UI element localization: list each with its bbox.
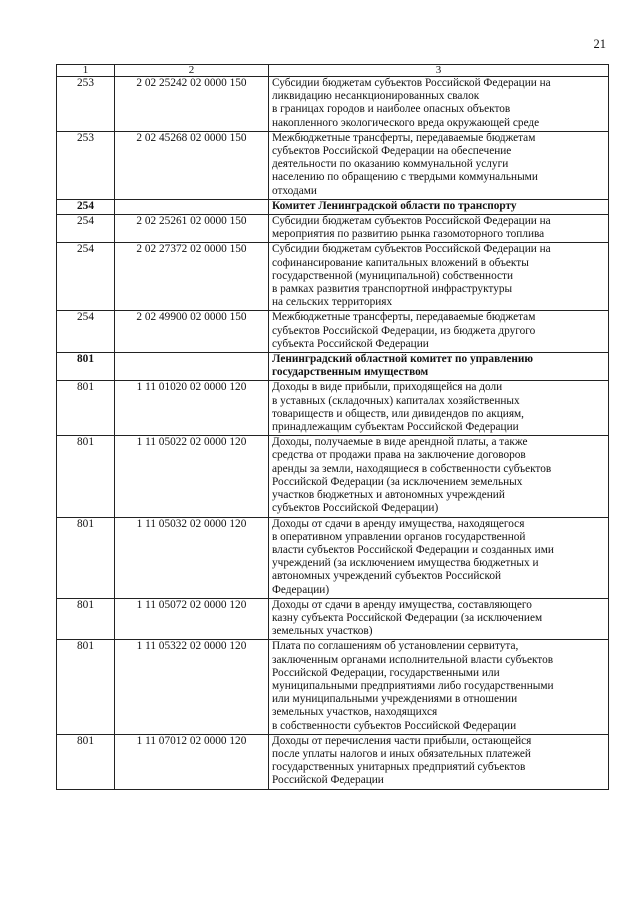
page-number: 21 bbox=[593, 37, 606, 51]
description-line: накопленного экологического вреда окружающей среде bbox=[272, 116, 540, 129]
description-line: населению по обращению с твердыми коммунальными bbox=[272, 171, 538, 184]
description-line: субъектов Российской Федерации на обеспечение bbox=[272, 145, 512, 158]
description-line: автономных учреждений субъектов Российской bbox=[272, 570, 502, 583]
revenue-codes-table bbox=[56, 64, 609, 790]
description-line: Ленинградский областной комитет по управлению bbox=[272, 353, 534, 366]
description-line: субъекта Российской Федерации bbox=[272, 337, 429, 350]
description-line: Доходы от сдачи в аренду имущества, составляющего bbox=[272, 598, 532, 611]
admin-code-cell: 801 bbox=[57, 598, 115, 640]
revenue-code-cell: 1 11 05322 02 0000 120 bbox=[115, 640, 269, 734]
description-line: Российской Федерации, государственными или bbox=[272, 666, 500, 679]
description-cell bbox=[269, 734, 609, 789]
description-line: Комитет Ленинградской области по транспорту bbox=[272, 199, 517, 212]
description-line: софинансирование капитальных вложений в объекты bbox=[272, 256, 529, 269]
description-line: Субсидии бюджетам субъектов Российской Федерации на bbox=[272, 215, 551, 228]
description-line: заключенным органами исполнительной власти субъектов bbox=[272, 653, 554, 666]
table-row bbox=[57, 77, 609, 132]
revenue-code-cell: 1 11 05032 02 0000 120 bbox=[115, 517, 269, 598]
table-row bbox=[57, 734, 609, 789]
description-line: государственным имуществом bbox=[272, 366, 429, 379]
description-line: Доходы от перечисления части прибыли, остающейся bbox=[272, 734, 532, 747]
description-cell bbox=[269, 77, 609, 132]
table-row bbox=[57, 640, 609, 734]
description-line: Плата по соглашениям об установлении сервитута, bbox=[272, 640, 519, 653]
description-line: средства от продажи права на заключение договоров bbox=[272, 449, 526, 462]
revenue-code-cell: 2 02 25242 02 0000 150 bbox=[115, 77, 269, 132]
description-line: ликвидацию несанкционированных свалок bbox=[272, 90, 480, 103]
column-header-1: 1 bbox=[57, 65, 115, 77]
admin-code-cell: 801 bbox=[57, 381, 115, 436]
table-row bbox=[57, 598, 609, 640]
admin-code-cell: 254 bbox=[57, 311, 115, 353]
admin-code-cell: 253 bbox=[57, 77, 115, 132]
description-line: субъектов Российской Федерации) bbox=[272, 502, 439, 515]
description-line: отходами bbox=[272, 184, 317, 197]
description-line: Доходы от сдачи в аренду имущества, находящегося bbox=[272, 517, 525, 530]
description-cell bbox=[269, 598, 609, 640]
table-row bbox=[57, 131, 609, 199]
revenue-code-cell bbox=[115, 199, 269, 214]
document-sheet bbox=[56, 64, 608, 790]
description-line: Российской Федерации (за исключением земельных bbox=[272, 475, 523, 488]
admin-code-cell: 801 bbox=[57, 640, 115, 734]
description-cell bbox=[269, 311, 609, 353]
description-cell bbox=[269, 640, 609, 734]
table-row bbox=[57, 381, 609, 436]
admin-code-cell: 801 bbox=[57, 436, 115, 517]
description-line: товариществ и обществ, или дивидендов по акциям, bbox=[272, 407, 524, 420]
description-cell bbox=[269, 381, 609, 436]
description-line: муниципальными предприятиями либо государственными bbox=[272, 679, 554, 692]
description-line: в собственности субъектов Российской Федерации bbox=[272, 719, 517, 732]
description-line: деятельности по оказанию коммунальной услуги bbox=[272, 158, 509, 171]
description-line: Федерации) bbox=[272, 583, 330, 596]
table-row bbox=[57, 517, 609, 598]
description-line: государственной (муниципальной) собственности bbox=[272, 269, 514, 282]
admin-code-cell: 254 bbox=[57, 215, 115, 243]
description-line: в границах городов и наиболее опасных объектов bbox=[272, 103, 511, 116]
description-line: субъектов Российской Федерации, из бюджета другого bbox=[272, 324, 536, 337]
column-header-3: 3 bbox=[269, 65, 609, 77]
description-line: после уплаты налогов и иных обязательных платежей bbox=[272, 747, 531, 760]
revenue-code-cell: 2 02 25261 02 0000 150 bbox=[115, 215, 269, 243]
table-row bbox=[57, 436, 609, 517]
description-line: власти субъектов Российской Федерации и созданных ими bbox=[272, 543, 554, 556]
description-line: или муниципальными учреждениями в отношении bbox=[272, 693, 518, 706]
admin-code-cell: 253 bbox=[57, 131, 115, 199]
description-line: аренды за земли, находящиеся в собственности субъектов bbox=[272, 462, 552, 475]
description-cell bbox=[269, 353, 609, 381]
admin-code-cell: 254 bbox=[57, 199, 115, 214]
description-line: учреждений (за исключением имущества бюджетных и bbox=[272, 557, 539, 570]
description-line: государственных унитарных предприятий субъектов bbox=[272, 761, 526, 774]
description-line: Доходы в виде прибыли, приходящейся на доли bbox=[272, 381, 503, 394]
description-line: на сельских территориях bbox=[272, 296, 393, 309]
revenue-code-cell: 1 11 01020 02 0000 120 bbox=[115, 381, 269, 436]
revenue-code-cell: 2 02 27372 02 0000 150 bbox=[115, 243, 269, 311]
description-line: Субсидии бюджетам субъектов Российской Федерации на bbox=[272, 243, 551, 256]
admin-code-cell: 254 bbox=[57, 243, 115, 311]
description-line: земельных участков, находящихся bbox=[272, 706, 438, 719]
description-line: в уставных (складочных) капиталах хозяйственных bbox=[272, 394, 520, 407]
description-line: казну субъекта Российской Федерации (за исключением bbox=[272, 611, 543, 624]
table-body bbox=[57, 77, 609, 790]
revenue-code-cell bbox=[115, 353, 269, 381]
description-line: принадлежащим субъектам Российской Федерации bbox=[272, 421, 519, 434]
description-cell bbox=[269, 517, 609, 598]
revenue-code-cell: 2 02 49900 02 0000 150 bbox=[115, 311, 269, 353]
description-line: в рамках развития транспортной инфраструктуры bbox=[272, 283, 513, 296]
table-row bbox=[57, 243, 609, 311]
description-cell bbox=[269, 131, 609, 199]
description-line: Субсидии бюджетам субъектов Российской Федерации на bbox=[272, 77, 551, 89]
revenue-code-cell: 1 11 05072 02 0000 120 bbox=[115, 598, 269, 640]
description-line: Российской Федерации bbox=[272, 774, 384, 787]
revenue-code-cell: 1 11 05022 02 0000 120 bbox=[115, 436, 269, 517]
description-line: Межбюджетные трансферты, передаваемые бюджетам bbox=[272, 311, 536, 324]
revenue-code-cell: 2 02 45268 02 0000 150 bbox=[115, 131, 269, 199]
description-cell bbox=[269, 436, 609, 517]
description-cell bbox=[269, 215, 609, 243]
admin-code-cell: 801 bbox=[57, 734, 115, 789]
description-line: мероприятия по развитию рынка газомоторного топлива bbox=[272, 228, 545, 241]
description-line: в оперативном управлении органов государственной bbox=[272, 530, 526, 543]
description-line: Межбюджетные трансферты, передаваемые бюджетам bbox=[272, 131, 536, 144]
description-line: участков бюджетных и автономных учреждений bbox=[272, 489, 505, 502]
section-header-row bbox=[57, 199, 609, 214]
description-cell bbox=[269, 199, 609, 214]
revenue-code-cell: 1 11 07012 02 0000 120 bbox=[115, 734, 269, 789]
table-row bbox=[57, 311, 609, 353]
admin-code-cell: 801 bbox=[57, 517, 115, 598]
section-header-row bbox=[57, 353, 609, 381]
description-cell bbox=[269, 243, 609, 311]
column-header-2: 2 bbox=[115, 65, 269, 77]
admin-code-cell: 801 bbox=[57, 353, 115, 381]
description-line: земельных участков) bbox=[272, 625, 373, 638]
description-line: Доходы, получаемые в виде арендной платы, а также bbox=[272, 436, 528, 449]
column-number-row bbox=[57, 65, 609, 77]
table-row bbox=[57, 215, 609, 243]
